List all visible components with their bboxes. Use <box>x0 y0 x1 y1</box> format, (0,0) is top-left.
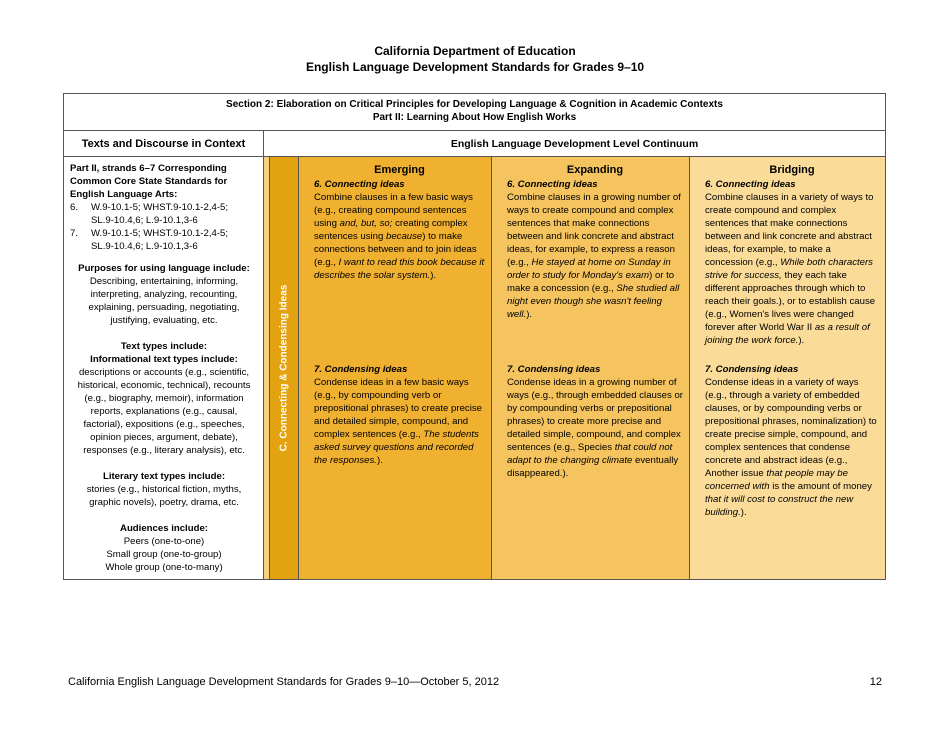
expanding-column <box>492 157 690 579</box>
audience-item: Small group (one-to-group) <box>106 549 222 560</box>
texts-discourse-cell <box>64 157 264 579</box>
item-number: 6. <box>70 202 79 213</box>
condensing-ideas-text: Condense ideas in a growing number of ways (e.g., through embedded clauses or by compounding verbs or prepositional phrases) to create more precise and detailed simple, compound, and complex sentences (e.g., Species that could not adapt to the changing climate eventually disappeared.). <box>507 377 683 479</box>
connecting-ideas-title: 6. Connecting ideas <box>507 179 598 190</box>
document-header <box>0 43 950 75</box>
informational-text: descriptions or accounts (e.g., scientific, historical, economic, technical), recounts (e.g., biography, memoir), information reports, explanations (e.g., causal, factorial), expositions (e.g., speeches, opinion pieces, argument, debate), responses (e.g., literary analysis), etc. <box>77 367 251 456</box>
condensing-ideas-text: Condense ideas in a few basic ways (e.g., by compounding verb or prepositional phrases) to create precise and detailed simple, compound, and complex sentences (e.g., The students asked survey questions and recorded the responses.). <box>314 377 482 466</box>
section-title: Section 2: Elaboration on Critical Principles for Developing Language & Cognition in Academic Contexts <box>226 99 723 110</box>
table-body <box>64 157 885 579</box>
connecting-ideas-text: Combine clauses in a few basic ways (e.g., creating compound sentences using and, but, so; creating complex sentences using because) to make connections between and to join ideas (e.g., I want to read this book because it describes the solar system.). <box>314 192 485 281</box>
condensing-ideas-text: Condense ideas in a variety of ways (e.g., through a variety of embedded clauses, or by compounding verbs or prepositional phrases, nominalization) to create precise simple, compound, and complex sentences that condense concrete and abstract ideas (e.g., Another issue that people may be concerned with is the amount of money that it will cost to construct the new building.). <box>705 377 877 518</box>
emerging-column <box>299 157 492 579</box>
standards-table <box>63 93 886 580</box>
connecting-ideas-text: Combine clauses in a growing number of ways to create compound and complex sentences that make connections between and link concrete and abstract ideas, for example, to express a reason (e.g., He stayed at home on Sunday in order to study for Monday's exam) or to make a concession (e.g., She studied all night even though she wasn't feeling well.). <box>507 192 681 320</box>
item-number: 7. <box>70 228 79 239</box>
audience-item: Whole group (one-to-many) <box>105 562 223 573</box>
standard-item-6 <box>70 201 258 227</box>
condensing-ideas-block <box>705 363 879 519</box>
column-header-row <box>64 131 885 157</box>
condensing-ideas-title: 7. Condensing ideas <box>314 364 408 375</box>
standard-codes: W.9-10.1-5; WHST.9-10.1-2,4-5; <box>91 202 229 213</box>
standard-codes: W.9-10.1-5; WHST.9-10.1-2,4-5; <box>91 228 229 239</box>
standard-codes: SL.9-10.4,6; L.9-10.1,3-6 <box>91 215 198 226</box>
condensing-ideas-title: 7. Condensing ideas <box>705 364 799 375</box>
standard-item-7 <box>70 227 258 253</box>
page-number: 12 <box>869 676 882 688</box>
section-header <box>64 94 885 131</box>
literary-heading: Literary text types include: <box>102 471 226 482</box>
bridging-column <box>690 157 885 579</box>
condensing-ideas-block <box>507 363 683 480</box>
condensing-ideas-title: 7. Condensing ideas <box>507 364 601 375</box>
emerging-heading: Emerging <box>374 164 425 176</box>
page-footer <box>68 676 882 688</box>
expanding-heading: Expanding <box>566 164 624 176</box>
connecting-ideas-title: 6. Connecting ideas <box>314 179 405 190</box>
purposes-heading: Purposes for using language include: <box>78 263 250 274</box>
condensing-ideas-block <box>314 363 485 467</box>
header-subtitle: English Language Development Standards for Grades 9–10 <box>305 60 645 74</box>
level-continuum-header: English Language Development Level Continuum <box>450 138 699 150</box>
connecting-condensing-label-cell <box>270 157 299 579</box>
informational-heading: Informational text types include: <box>90 354 238 365</box>
vertical-label: C. Connecting & Condensing Ideas <box>278 284 290 452</box>
standard-codes: SL.9-10.4,6; L.9-10.1,3-6 <box>91 241 198 252</box>
texts-discourse-header: Texts and Discourse in Context <box>64 131 264 156</box>
bridging-heading: Bridging <box>769 164 815 176</box>
footer-title: California English Language Development Standards for Grades 9–10—October 5, 2012 <box>68 676 500 688</box>
connecting-ideas-title: 6. Connecting ideas <box>705 179 796 190</box>
part-title: Part II: Learning About How English Works <box>372 112 577 123</box>
header-title: California Department of Education <box>374 44 576 58</box>
literary-text: stories (e.g., historical fiction, myths, graphic novels), poetry, drama, etc. <box>86 484 242 508</box>
ccss-strands-heading: Part II, strands 6–7 Corresponding Common Core State Standards for English Language Arts: <box>70 163 228 200</box>
purposes-text: Describing, entertaining, informing, interpreting, analyzing, recounting, explaining, persuading, negotiating, justifying, evaluating, etc. <box>88 276 240 326</box>
audience-item: Peers (one-to-one) <box>123 536 205 547</box>
connecting-ideas-text: Combine clauses in a variety of ways to create compound and complex sentences that make connections between and link concrete and abstract ideas, for example, to make a concession (e.g., While both characters strive for success, they each take different approaches through which to reach their goals.), or to establish cause (e.g., Women's lives were changed forever after World War II as a result of joining the work force.). <box>705 192 876 346</box>
text-types-heading: Text types include: <box>120 341 208 352</box>
audiences-heading: Audiences include: <box>120 523 208 534</box>
